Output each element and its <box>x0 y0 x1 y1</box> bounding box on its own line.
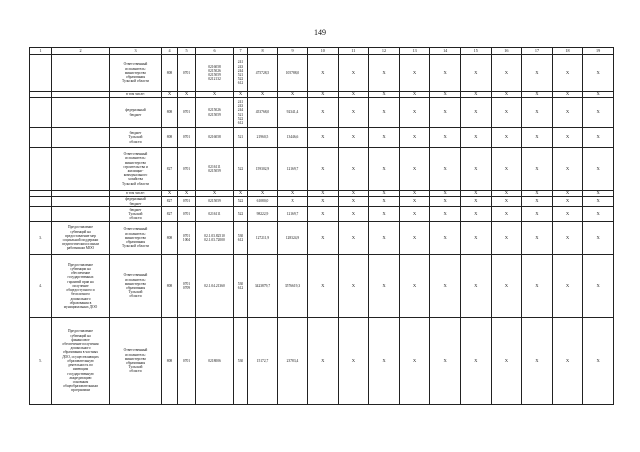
cell-x-mark: X <box>552 148 583 191</box>
column-header: 15 <box>460 48 491 55</box>
cell-x-mark: X <box>338 197 369 207</box>
cell-c9: 92341,4 <box>278 98 308 128</box>
table-row <box>30 128 614 148</box>
column-header: 18 <box>552 48 583 55</box>
cell-c5: 0701 <box>178 148 196 191</box>
cell-c4: 827 <box>162 207 178 222</box>
cell-c5: 0701 <box>178 207 196 222</box>
cell-c8: 61080,0 <box>248 197 278 207</box>
cell-c7: 241 243 244 521 522 612 <box>234 98 248 128</box>
cell-x-mark: X <box>430 128 461 148</box>
cell-c2 <box>52 98 110 128</box>
cell-c5: 0701 <box>178 197 196 207</box>
cell-x-mark: X <box>308 222 339 255</box>
cell-x-mark: X <box>338 148 369 191</box>
cell-x-mark: X <box>583 55 614 92</box>
cell-x-mark: X <box>522 318 553 405</box>
cell-x-mark: X <box>369 222 400 255</box>
cell-x-mark: X <box>460 222 491 255</box>
cell-x-mark: X <box>369 98 400 128</box>
cell-x-mark: X <box>196 191 234 197</box>
cell-x-mark: X <box>552 55 583 92</box>
cell-c2 <box>52 55 110 92</box>
table-row <box>30 98 614 128</box>
cell-x-mark: X <box>583 255 614 318</box>
cell-x-mark: X <box>491 207 522 222</box>
cell-x-mark: X <box>460 207 491 222</box>
cell-c6: 0215026 0215059 <box>196 98 234 128</box>
cell-c2 <box>52 207 110 222</box>
cell-c6: 0218006 <box>196 318 234 405</box>
table-row <box>30 318 614 405</box>
cell-x-mark: X <box>430 222 461 255</box>
cell-x-mark: X <box>369 197 400 207</box>
cell-x-mark: X <box>491 222 522 255</box>
cell-c3: в том числе: <box>110 92 162 98</box>
cell-c3: Ответственный исполнитель: министерство образования Тульской области <box>110 222 162 255</box>
column-header: 10 <box>308 48 339 55</box>
table-row <box>30 255 614 318</box>
cell-x-mark: X <box>522 197 553 207</box>
cell-x-mark: X <box>278 92 308 98</box>
cell-x-mark: X <box>399 92 430 98</box>
cell-x-mark: X <box>308 197 339 207</box>
cell-c1 <box>30 148 52 191</box>
column-header: 13 <box>399 48 430 55</box>
cell-c1 <box>30 207 52 222</box>
cell-c1: 4. <box>30 255 52 318</box>
cell-x-mark: X <box>308 98 339 128</box>
cell-x-mark: X <box>491 318 522 405</box>
cell-x-mark: X <box>430 207 461 222</box>
cell-x-mark: X <box>338 191 369 197</box>
cell-x-mark: X <box>338 92 369 98</box>
cell-c3: бюджет Тульской области <box>110 128 162 148</box>
cell-c6: 0215059 <box>196 197 234 207</box>
cell-c2 <box>52 197 110 207</box>
cell-c9: 12169,7 <box>278 148 308 191</box>
column-header: 14 <box>430 48 461 55</box>
cell-x-mark: X <box>491 92 522 98</box>
cell-x-mark: X <box>491 197 522 207</box>
cell-x-mark: X <box>399 207 430 222</box>
cell-c4: 827 <box>162 148 178 191</box>
cell-x-mark: X <box>583 98 614 128</box>
cell-c8: 3423879,7 <box>248 255 278 318</box>
cell-x-mark: X <box>552 197 583 207</box>
cell-x-mark: X <box>583 197 614 207</box>
cell-c4: 808 <box>162 128 178 148</box>
cell-c9: 13446,6 <box>278 128 308 148</box>
cell-x-mark: X <box>430 191 461 197</box>
cell-x-mark: X <box>234 92 248 98</box>
cell-c7: 521 <box>234 128 248 148</box>
cell-x-mark: X <box>583 318 614 405</box>
cell-c5: 0701 0709 <box>178 255 196 318</box>
cell-c1: 5. <box>30 318 52 405</box>
cell-x-mark: X <box>583 148 614 191</box>
cell-c7: 530 612 <box>234 255 248 318</box>
cell-x-mark: X <box>308 255 339 318</box>
cell-x-mark: X <box>583 222 614 255</box>
cell-x-mark: X <box>522 222 553 255</box>
cell-x-mark: X <box>369 318 400 405</box>
cell-c8: 15172,7 <box>248 318 278 405</box>
cell-x-mark: X <box>460 318 491 405</box>
column-header: 2 <box>52 48 110 55</box>
column-header: 1 <box>30 48 52 55</box>
cell-x-mark: X <box>522 148 553 191</box>
table-row <box>30 148 614 191</box>
cell-x-mark: X <box>430 98 461 128</box>
cell-c4: 827 <box>162 197 178 207</box>
cell-c8: 98222,9 <box>248 207 278 222</box>
cell-c2 <box>52 128 110 148</box>
table-row <box>30 197 614 207</box>
cell-x-mark: X <box>522 207 553 222</box>
table-body <box>30 48 614 405</box>
cell-x-mark: X <box>552 255 583 318</box>
cell-c4: 808 <box>162 222 178 255</box>
cell-x-mark: X <box>162 92 178 98</box>
cell-c1 <box>30 128 52 148</box>
cell-x-mark: X <box>369 55 400 92</box>
cell-c2: Предоставление субвенций на финансовое обеспечение получения дошкольного образования в частных ДОО, осуществляющих образовательную деятельность по имеющим государственную аккредитацию основным общеобразовательным программам <box>52 318 110 405</box>
cell-x-mark: X <box>583 92 614 98</box>
table-row <box>30 207 614 222</box>
cell-x-mark: X <box>234 191 248 197</box>
cell-x-mark: X <box>338 207 369 222</box>
table-row <box>30 222 614 255</box>
cell-x-mark: X <box>522 55 553 92</box>
cell-c6: 0216058 <box>196 128 234 148</box>
cell-x-mark: X <box>430 148 461 191</box>
cell-x-mark: X <box>248 191 278 197</box>
cell-x-mark: X <box>460 55 491 92</box>
cell-x-mark: X <box>460 197 491 207</box>
cell-c3: федеральный бюджет <box>110 197 162 207</box>
cell-c1 <box>30 55 52 92</box>
cell-x-mark: X <box>491 128 522 148</box>
cell-x-mark: X <box>491 255 522 318</box>
cell-x-mark: X <box>522 191 553 197</box>
column-header: 5 <box>178 48 196 55</box>
cell-x-mark: X <box>308 207 339 222</box>
cell-x-mark: X <box>308 128 339 148</box>
cell-c9: 128324,9 <box>278 222 308 255</box>
cell-x-mark: X <box>491 55 522 92</box>
cell-c5: 0701 <box>178 318 196 405</box>
column-header: 3 <box>110 48 162 55</box>
table-row <box>30 55 614 92</box>
cell-c9: 12169,7 <box>278 207 308 222</box>
cell-x-mark: X <box>460 92 491 98</box>
cell-c4: 808 <box>162 255 178 318</box>
cell-x-mark: X <box>178 191 196 197</box>
column-header: 17 <box>522 48 553 55</box>
cell-c2 <box>52 148 110 191</box>
column-header: 19 <box>583 48 614 55</box>
cell-c3: Ответственный исполнитель: министерство образования Тульской области <box>110 55 162 92</box>
cell-c7: 530 <box>234 318 248 405</box>
cell-c5: 0701 <box>178 128 196 148</box>
cell-c8: 453768,0 <box>248 98 278 128</box>
column-header: 4 <box>162 48 178 55</box>
cell-x-mark: X <box>162 191 178 197</box>
column-header: 8 <box>248 48 278 55</box>
cell-c1 <box>30 98 52 128</box>
cell-c8: 127211,9 <box>248 222 278 255</box>
cell-c3: Ответственный исполнитель: министерство строительства и жилищно- коммунального хозяйства Тульской области <box>110 148 162 191</box>
cell-c6: 0216111 <box>196 207 234 222</box>
cell-c3: бюджет Тульской области <box>110 207 162 222</box>
cell-x-mark: X <box>460 148 491 191</box>
cell-x-mark: X <box>552 128 583 148</box>
cell-x-mark: X <box>338 318 369 405</box>
cell-c3: Ответственный исполнитель: министерство образования Тульской области <box>110 318 162 405</box>
cell-c3: в том числе: <box>110 191 162 197</box>
cell-x-mark: X <box>399 197 430 207</box>
cell-x-mark: X <box>491 191 522 197</box>
cell-x-mark: X <box>552 222 583 255</box>
cell-x-mark: X <box>308 148 339 191</box>
cell-x-mark: X <box>369 128 400 148</box>
page-number: 149 <box>314 28 326 37</box>
cell-x-mark: X <box>430 197 461 207</box>
cell-x-mark: X <box>369 255 400 318</box>
cell-x-mark: X <box>338 222 369 255</box>
cell-x-mark: X <box>338 55 369 92</box>
column-header: 7 <box>234 48 248 55</box>
cell-x-mark: X <box>460 128 491 148</box>
cell-c8: 21960,5 <box>248 128 278 148</box>
cell-x-mark: X <box>552 207 583 222</box>
cell-x-mark: X <box>308 92 339 98</box>
cell-x-mark: X <box>369 92 400 98</box>
cell-x-mark: X <box>430 55 461 92</box>
cell-x-mark: X <box>399 148 430 191</box>
cell-x-mark: X <box>399 222 430 255</box>
cell-x-mark: X <box>430 92 461 98</box>
cell-x-mark: X <box>552 92 583 98</box>
header-row <box>30 48 614 55</box>
cell-x-mark: X <box>522 255 553 318</box>
cell-x-mark: X <box>308 318 339 405</box>
cell-c9: X <box>278 197 308 207</box>
cell-x-mark: X <box>278 191 308 197</box>
cell-x-mark: X <box>399 255 430 318</box>
cell-c2: Предоставление субвенции на обеспечение государственных гарантий прав на получение общедоступного и бесплатного дошкольного образования в муниципальных ДОО <box>52 255 110 318</box>
cell-x-mark: X <box>399 98 430 128</box>
cell-c7: 530 612 <box>234 222 248 255</box>
budget-table <box>29 47 614 405</box>
cell-x-mark: X <box>178 92 196 98</box>
column-header: 16 <box>491 48 522 55</box>
column-header: 12 <box>369 48 400 55</box>
cell-x-mark: X <box>552 318 583 405</box>
cell-x-mark: X <box>491 148 522 191</box>
cell-c3: Ответственный исполнитель: министерство образования Тульской области <box>110 255 162 318</box>
cell-x-mark: X <box>522 128 553 148</box>
cell-x-mark: X <box>460 98 491 128</box>
cell-x-mark: X <box>430 318 461 405</box>
cell-c9: 105788,0 <box>278 55 308 92</box>
cell-c5: 0701 <box>178 55 196 92</box>
cell-x-mark: X <box>338 255 369 318</box>
cell-c8: 475728,5 <box>248 55 278 92</box>
cell-c6: 0216058 0215026 0215059 0212132 <box>196 55 234 92</box>
cell-c6: 02.1.03.82510 02.1.03.72000 <box>196 222 234 255</box>
cell-x-mark: X <box>338 128 369 148</box>
cell-c4: 808 <box>162 318 178 405</box>
cell-c4: 808 <box>162 98 178 128</box>
cell-c7: 522 <box>234 207 248 222</box>
cell-c8: 159302,9 <box>248 148 278 191</box>
cell-c7: 522 <box>234 148 248 191</box>
cell-c1 <box>30 197 52 207</box>
cell-x-mark: X <box>399 318 430 405</box>
cell-x-mark: X <box>369 191 400 197</box>
cell-x-mark: X <box>399 191 430 197</box>
cell-x-mark: X <box>583 191 614 197</box>
cell-x-mark: X <box>552 98 583 128</box>
cell-c7: 522 <box>234 197 248 207</box>
cell-c9: 3576619,3 <box>278 255 308 318</box>
cell-x-mark: X <box>460 191 491 197</box>
cell-x-mark: X <box>308 191 339 197</box>
cell-x-mark: X <box>552 191 583 197</box>
cell-c2: Предоставление субвенций на предоставление мер социальной поддержки педагогическим и иным работникам МОО <box>52 222 110 255</box>
cell-c9: 23783,4 <box>278 318 308 405</box>
cell-c6: 02.1.04.21360 <box>196 255 234 318</box>
cell-x-mark: X <box>196 92 234 98</box>
cell-x-mark: X <box>430 255 461 318</box>
cell-c3: федеральный бюджет <box>110 98 162 128</box>
cell-c4: 808 <box>162 55 178 92</box>
cell-x-mark: X <box>399 128 430 148</box>
cell-x-mark: X <box>308 55 339 92</box>
cell-c5: 0701 1004 <box>178 222 196 255</box>
cell-x-mark: X <box>583 207 614 222</box>
cell-x-mark: X <box>460 255 491 318</box>
cell-x-mark: X <box>522 92 553 98</box>
cell-x-mark: X <box>522 98 553 128</box>
cell-c1: 3. <box>30 222 52 255</box>
cell-x-mark: X <box>583 128 614 148</box>
cell-x-mark: X <box>369 207 400 222</box>
cell-x-mark: X <box>399 55 430 92</box>
cell-x-mark: X <box>491 98 522 128</box>
cell-x-mark: X <box>369 148 400 191</box>
cell-c5: 0701 <box>178 98 196 128</box>
cell-c6: 0216111 0215059 <box>196 148 234 191</box>
cell-c7: 241 243 244 521 522 612 <box>234 55 248 92</box>
cell-x-mark: X <box>338 98 369 128</box>
cell-x-mark: X <box>248 92 278 98</box>
column-header: 6 <box>196 48 234 55</box>
column-header: 9 <box>278 48 308 55</box>
column-header: 11 <box>338 48 369 55</box>
